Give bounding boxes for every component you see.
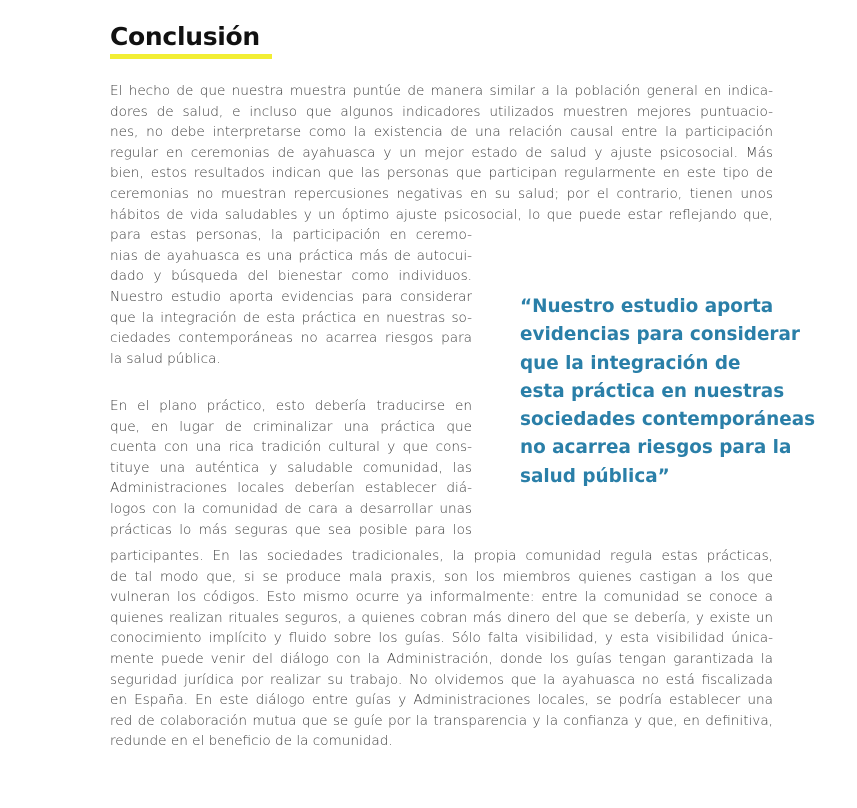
text-line: En el plano práctico, esto debería traducirse en (110, 398, 472, 414)
paragraph-2-continued (110, 546, 773, 752)
pull-quote-line: salud pública” (520, 465, 670, 487)
text-line: conocimiento implícito y fluido sobre los guías. Sólo falta visibilidad, y esta visibilidad única- (110, 630, 773, 647)
text-line: ceremonias no muestran repercusiones negativas en su salud; por el contrario, tienen unos (110, 185, 773, 202)
pull-quote-line: evidencias para considerar (520, 324, 800, 346)
text-line: redunde en el beneficio de la comunidad. (110, 733, 393, 750)
text-line: El hecho de que nuestra muestra puntúe de manera similar a la población general en indica- (110, 83, 773, 99)
text-line: seguridad jurídica por realizar su trabajo. No olvidemos que la ayahuasca no está fiscalizada (110, 671, 773, 688)
text-line: mente puede venir del diálogo con la Administración, donde los guías tengan garantizada la (110, 650, 773, 667)
pull-quote-line: sociedades contemporáneas (520, 409, 816, 431)
pull-quote-line: no acarrea riesgos para la (520, 437, 792, 459)
text-line: ciedades contemporáneas no acarrea riesgos para (110, 330, 472, 347)
title-underline (110, 54, 272, 59)
pull-quote-line: “Nuestro estudio aporta (520, 296, 774, 317)
text-line: participantes. En las sociedades tradicionales, la propia comunidad regula estas prácticas, (110, 548, 773, 564)
text-line: de tal modo que, si se produce mala praxis, son los miembros quienes castigan a los que (110, 568, 773, 585)
text-line: nes, no debe interpretarse como la existencia de una relación causal entre la participación (110, 124, 773, 141)
text-line: tituye una auténtica y saludable comunidad, las (110, 459, 472, 476)
text-line: la salud pública. (110, 350, 221, 367)
text-line: vulneran los códigos. Esto mismo ocurre ya informalmente: entre la comunidad se conoce a (110, 589, 773, 606)
section-title: Conclusión (110, 22, 260, 51)
text-line: red de colaboración mutua que se guíe por la transparencia y la confianza y que, en definitiva, (110, 712, 773, 729)
text-line: nias de ayahuasca es una práctica más de autocui- (110, 247, 472, 264)
text-line: en España. En este diálogo entre guías y Administraciones locales, se podría establecer una (110, 692, 773, 709)
text-line: Administraciones locales deberían establecer diá- (110, 480, 472, 497)
text-line: que, en lugar de criminalizar una práctica que (110, 418, 472, 435)
text-line: hábitos de vida saludables y un óptimo ajuste psicosocial, lo que puede estar reflejando que, (110, 206, 773, 223)
text-line: prácticas lo más seguras que sea posible para los (110, 521, 472, 538)
text-line: Nuestro estudio aporta evidencias para considerar (110, 288, 472, 305)
text-line: logos con la comunidad de cara a desarrollar unas (110, 500, 472, 517)
text-line: que la integración de esta práctica en nuestras so- (110, 309, 472, 326)
text-line: para estas personas, la participación en ceremo- (110, 227, 472, 244)
text-line: quienes realizan rituales seguros, a quienes cobran más dinero del que se debería, y existe un (110, 609, 773, 626)
pull-quote-line: esta práctica en nuestras (520, 380, 785, 402)
text-line: regular en ceremonias de ayahuasca y un mejor estado de salud y ajuste psicosocial. Más (110, 144, 773, 161)
text-line: dores de salud, e incluso que algunos indicadores utilizados muestren mejores puntuacio- (110, 103, 773, 120)
text-line: cuenta con una rica tradición cultural y que cons- (110, 439, 472, 456)
text-line: bien, estos resultados indican que las personas que participan regularmente en este tipo de (110, 165, 773, 182)
pull-quote-line: que la integración de (520, 352, 741, 374)
text-line: dado y búsqueda del bienestar como individuos. (110, 268, 472, 285)
pull-quote (520, 293, 840, 491)
paragraph-2 (110, 396, 472, 540)
